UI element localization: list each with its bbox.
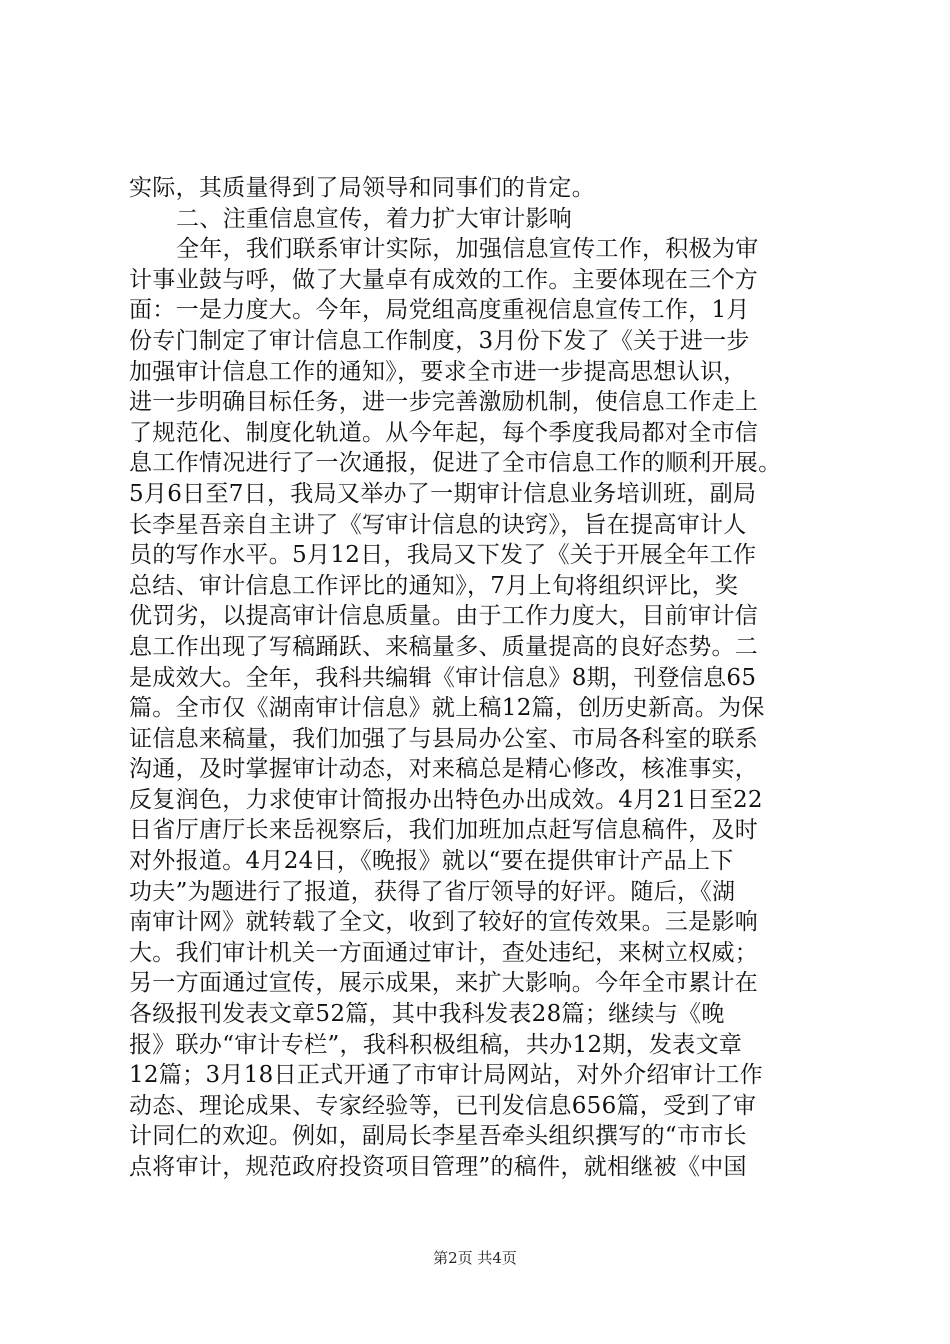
text-line: 了规范化、制度化轨道。从今年起，每个季度我局都对全市信 bbox=[129, 419, 759, 446]
section-heading: 二、注重信息宣传，着力扩大审计影响 bbox=[176, 205, 573, 232]
text-line: 另一方面通过宣传，展示成果，来扩大影响。今年全市累计在 bbox=[129, 970, 759, 997]
text-line: 点将审计，规范政府投资项目管理”的稿件，就相继被《中国 bbox=[129, 1154, 747, 1180]
text-line: 各级报刊发表文章52篇，其中我科发表28篇；继续与《晚 bbox=[129, 1001, 725, 1028]
text-line: 员的写作水平。5月12日，我局又下发了《关于开展全年工作 bbox=[129, 542, 757, 569]
text-line: 计同仁的欢迎。例如，副局长李星吾牵头组织撰写的“市市长 bbox=[129, 1123, 747, 1150]
text-line: 优罚劣，以提高审计信息质量。由于工作力度大，目前审计信 bbox=[129, 603, 759, 630]
text-line: 大。我们审计机关一方面通过审计，查处违纪，来树立权威； bbox=[129, 939, 759, 966]
text-line: 篇。全市仅《湖南审计信息》就上稿12篇，创历史新高。为保 bbox=[129, 695, 765, 722]
text-line: 面：一是力度大。今年，局党组高度重视信息宣传工作，1月 bbox=[129, 297, 750, 324]
page-number-footer: 第2页 共4页 bbox=[433, 1249, 517, 1267]
text-line: 加强审计信息工作的通知》，要求全市进一步提高思想认识， bbox=[129, 358, 747, 385]
text-line: 沟通，及时掌握审计动态，对来稿总是精心修改，核准事实， bbox=[129, 756, 759, 783]
text-line: 报》联办“审计专栏”，我科积极组稿，共办12期，发表文章 bbox=[129, 1031, 743, 1058]
text-line: 反复润色，力求使审计简报办出特色办出成效。4月21日至22 bbox=[129, 786, 763, 813]
text-line: 5月6日至7日，我局又举办了一期审计信息业务培训班，副局 bbox=[129, 480, 757, 507]
text-line: 长李星吾亲自主讲了《写审计信息的诀窍》，旨在提高审计人 bbox=[129, 511, 747, 538]
text-line: 份专门制定了审计信息工作制度，3月份下发了《关于进一步 bbox=[129, 327, 750, 354]
text-line: 证信息来稿量，我们加强了与县局办公室、市局各科室的联系 bbox=[129, 725, 759, 752]
text-line: 是成效大。全年，我科共编辑《审计信息》8期，刊登信息65 bbox=[129, 664, 757, 691]
text-line: 12篇；3月18日正式开通了市审计局网站，对外介绍审计工作 bbox=[129, 1062, 763, 1089]
text-line: 息工作情况进行了一次通报，促进了全市信息工作的顺利开展。 bbox=[129, 450, 782, 477]
text-line: 计事业鼓与呼，做了大量卓有成效的工作。主要体现在三个方 bbox=[129, 266, 759, 293]
text-line: 动态、理论成果、专家经验等，已刊发信息656篇，受到了审 bbox=[129, 1092, 757, 1119]
text-line: 进一步明确目标任务，进一步完善激励机制，使信息工作走上 bbox=[129, 389, 759, 416]
text-line: 南审计网》就转载了全文，收到了较好的宣传效果。三是影响 bbox=[129, 909, 759, 936]
text-line: 对外报道。4月24日，《晚报》就以“要在提供审计产品上下 bbox=[129, 848, 734, 875]
body-text bbox=[129, 173, 829, 1183]
text-line: 日省厅唐厅长来岳视察后，我们加班加点赶写信息稿件，及时 bbox=[129, 817, 759, 844]
text-line: 功夫”为题进行了报道，获得了省厅领导的好评。随后，《湖 bbox=[129, 878, 736, 905]
text-line: 总结、审计信息工作评比的通知》，7月上旬将组织评比，奖 bbox=[129, 572, 739, 599]
text-line: 实际，其质量得到了局领导和同事们的肯定。 bbox=[129, 175, 595, 201]
text-line: 息工作出现了写稿踊跃、来稿量多、质量提高的良好态势。二 bbox=[129, 633, 759, 660]
paragraph-first-line: 全年，我们联系审计实际，加强信息宣传工作，积极为审 bbox=[176, 236, 759, 263]
